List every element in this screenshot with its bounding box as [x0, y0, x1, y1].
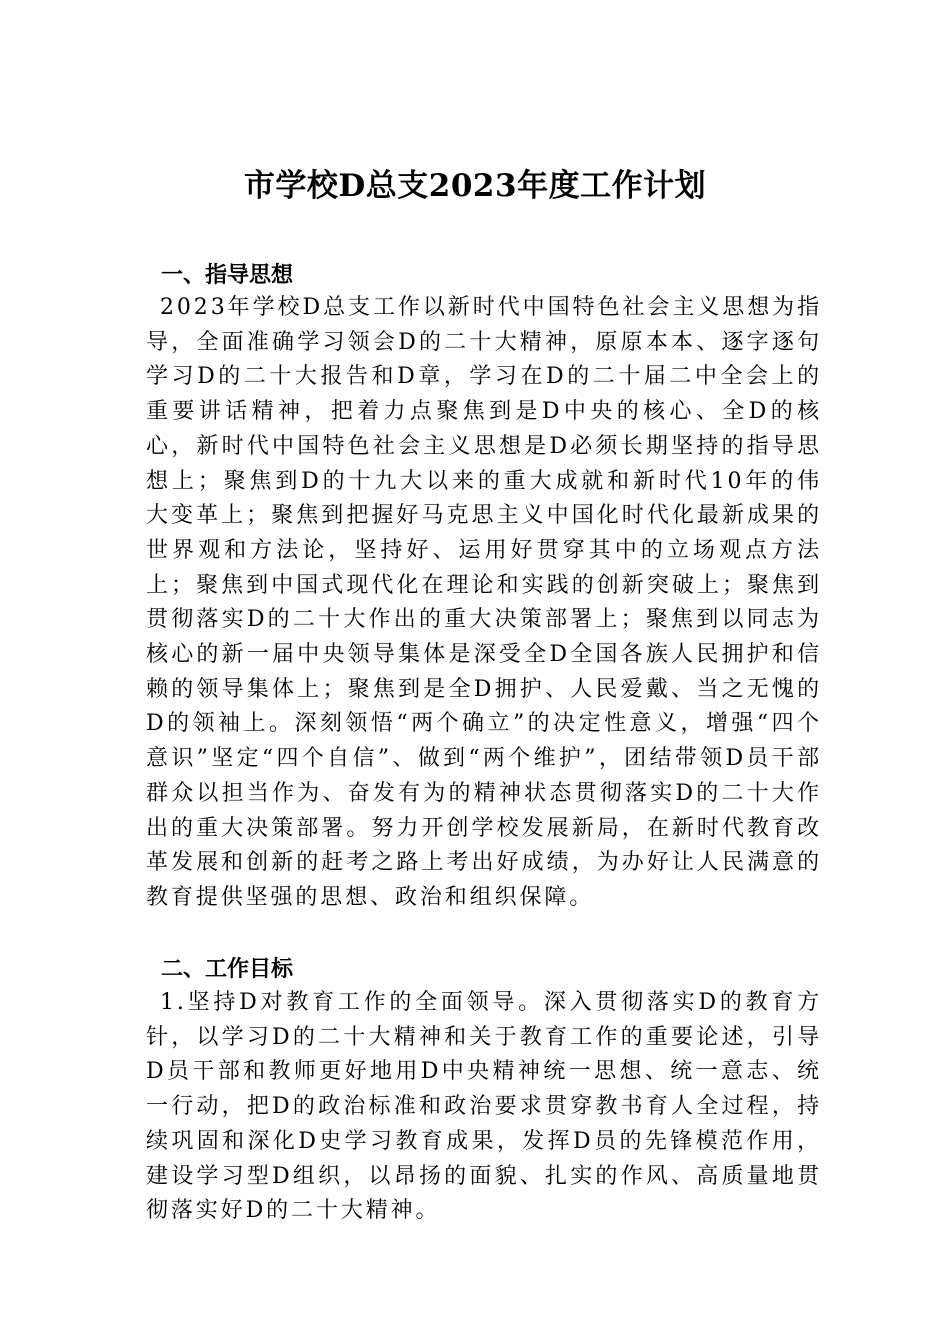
section-paragraph-guiding-ideology: 2023年学校D总支工作以新时代中国特色社会主义思想为指导，全面准确学习领会D的二十大精神，原原本本、逐字逐句学习D的二十大报告和D章，学习在D的二十届二中全会上的重要讲话精神，把着力点聚焦到是D中央的核心、全D的核心，新时代中国特色社会主义思想是D必须长期坚持的指导思想上；聚焦到D的十九大以来的重大成就和新时代10年的伟大变革上；聚焦到把握好马克思主义中国化时代化最新成果的世界观和方法论，坚持好、运用好贯穿其中的立场观点方法上；聚焦到中国式现代化在理论和实践的创新突破上；聚焦到贯彻落实D的二十大作出的重大决策部署上；聚焦到以同志为核心的新一届中央领导集体是深受全D全国各族人民拥护和信赖的领导集体上；聚焦到是全D拥护、人民爱戴、当之无愧的D的领袖上。深刻领悟“两个确立”的决定性意义，增强“四个意识”坚定“四个自信”、做到“两个维护”，团结带领D员干部群众以担当作为、奋发有为的精神状态贯彻落实D的二十大作出的重大决策部署。努力开创学校发展新局，在新时代教育改革发展和创新的赶考之路上考出好成绩，为办好让人民满意的教育提供坚强的思想、政治和组织保障。 [146, 295, 822, 910]
section-heading-work-goals: 二、工作目标 [161, 957, 294, 982]
document-title: 市学校D总支2023年度工作计划 [243, 168, 707, 204]
section-heading-guiding-ideology: 一、指导思想 [161, 263, 294, 288]
section-paragraph-work-goals: 1.坚持D对教育工作的全面领导。深入贯彻落实D的教育方针，以学习D的二十大精神和关于教育工作的重要论述，引导D员干部和教师更好地用D中央精神统一思想、统一意志、统一行动，把D的政治标准和政治要求贯穿教书育人全过程，持续巩固和深化D史学习教育成果，发挥D员的先锋模范作用，建设学习型D组织，以昂扬的面貌、扎实的作风、高质量地贯彻落实好D的二十大精神。 [146, 990, 822, 1224]
